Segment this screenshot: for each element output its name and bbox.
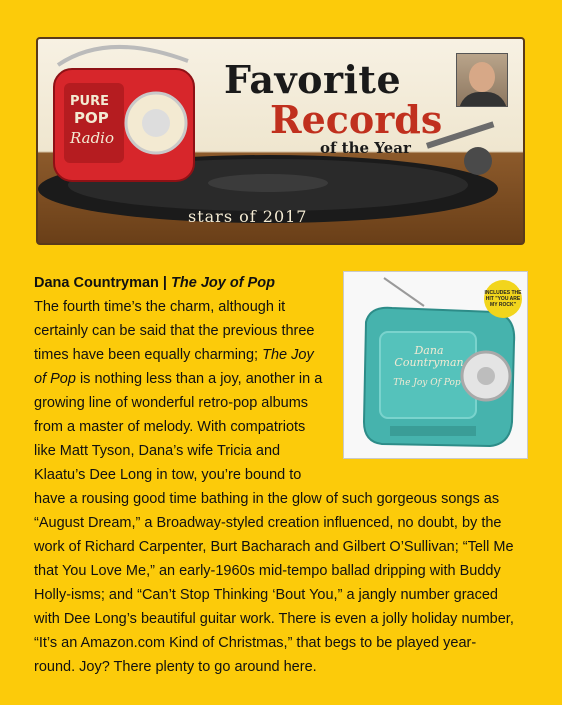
article-headline: Dana Countryman | The Joy of Pop [34,275,275,291]
banner-title-records: Records [270,97,443,142]
radio-word-1: PURE [70,94,109,109]
artist-name: Dana Countryman [34,275,159,291]
album-cover-image [343,271,528,459]
favorite-records-banner [36,37,525,245]
banner-title-favorite: Favorite [224,57,402,102]
radio-word-2: POP [74,109,109,127]
cover-artist-text: Dana Countryman [394,344,464,369]
radio-word-3: Radio [70,129,115,147]
cover-badge: INCLUDES THE HIT "YOU ARE MY ROCK" [484,280,522,318]
author-avatar [456,53,508,107]
banner-title-of-the-year: of the Year [320,139,411,157]
album-title: The Joy of Pop [171,275,275,291]
article-paragraph: The fourth time’s the charm, although it certainly can be said that the previous three times have been equally charming; The Joy of Pop is nothing less than a joy, another in a growing line of wonderful retro-pop albums from a master of melody. With compatriots like Matt Tyson, Dana’s wife Tricia and Klaatu’s Dee Long in tow, you’re bound to have a rousing good time bathing in the glow of such gorgeous songs as “August Dream,” a Broadway-styled creation influenced, no doubt, by the work of Richard Carpenter, Burt Bacharach and Gilbert O’Sullivan; “Tell Me that You Love Me,” an early-1960s mid-tempo ballad dripping with Buddy Holly-isms; and “Can’t Stop Thinking ‘Bout You,” a jangly number graced with Dee Long’s beautiful guitar work. There is even a jolly holiday number, “It’s an Amazon.com Kind of Christmas,” that begs to be played year-round. Joy? There plenty to go around here. [34,299,514,675]
article-body [34,271,522,679]
cover-album-text: The Joy Of Pop [393,378,461,388]
banner-stars-2017: stars of 2017 [188,207,308,226]
